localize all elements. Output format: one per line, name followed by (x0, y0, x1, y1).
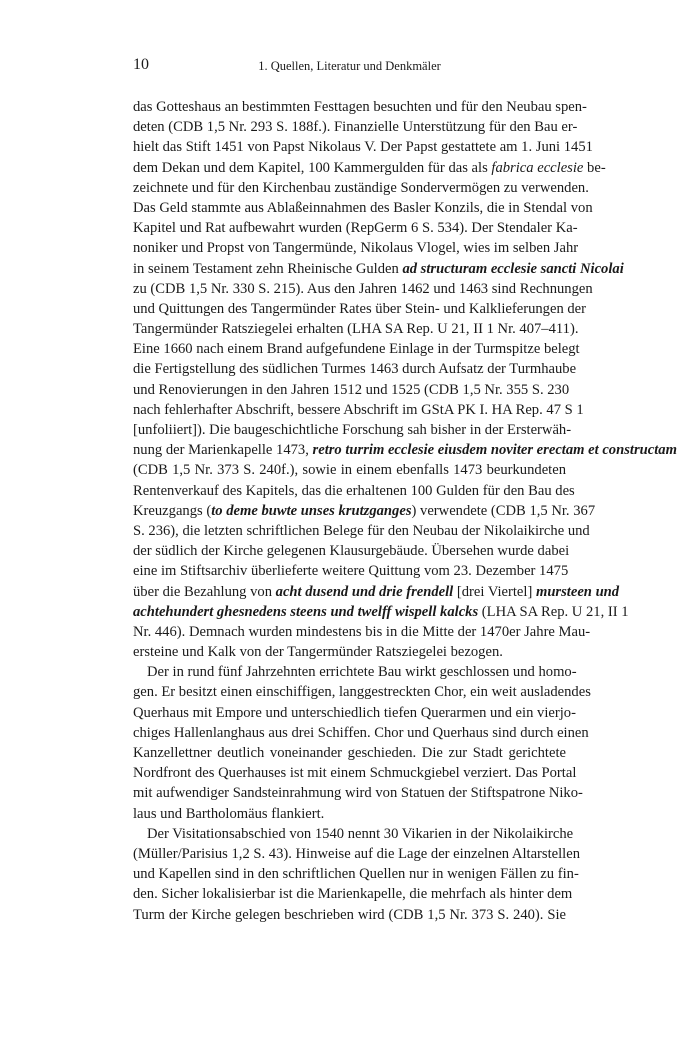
text-run: (Müller/Parisius 1,2 S. 43). Hinweise auf die Lage der einzelnen Altarstellen (133, 845, 581, 862)
text-line (133, 662, 577, 682)
text-line (133, 218, 578, 238)
text-run: Nordfront des Querhauses ist mit einem Schmuckgiebel verziert. Das Portal (133, 765, 577, 782)
body-text (133, 97, 677, 925)
text-run: be- (583, 159, 606, 176)
text-run: (LHA SA Rep. U 21, II 1 (478, 603, 629, 620)
latin-quotation: acht dusend und drie frendell (275, 583, 454, 600)
latin-quotation: achtehundert ghesnedens steens und twelff wispell kalcks (133, 603, 479, 620)
text-run: mit aufwendiger Sandsteinrahmung wird von Statuen der Stiftspatrone Niko- (133, 785, 583, 802)
text-run: deten (CDB 1,5 Nr. 293 S. 188f.). Finanzielle Unterstützung für den Bau er- (133, 119, 578, 136)
text-line (133, 864, 579, 884)
text-run: der südlich der Kirche gelegenen Klausurgebäude. Übersehen wurde dabei (133, 543, 570, 560)
text-run: nach fehlerhafter Abschrift, bessere Abschrift im GStA PK I. HA Rep. 47 S 1 (133, 401, 584, 418)
text-line (133, 339, 580, 359)
text-run: Rentenverkauf des Kapitels, das die erhaltenen 100 Gulden für den Bau des (133, 482, 575, 499)
text-run: S. 236), die letzten schriftlichen Belege für den Neubau der Nikolaikirche und (133, 522, 590, 539)
text-run: Der in rund fünf Jahrzehnten errichtete Bau wirkt geschlossen und homo- (147, 664, 577, 681)
text-line (133, 905, 566, 925)
text-line (133, 582, 620, 602)
text-line (133, 763, 577, 783)
text-run: Nr. 446). Demnach wurden mindestens bis in die Mitte der 1470er Jahre Mau- (133, 623, 591, 640)
text-run: und Renovierungen in den Jahren 1512 und 1525 (CDB 1,5 Nr. 355 S. 230 (133, 381, 570, 398)
text-line (133, 420, 572, 440)
text-run: hielt das Stift 1451 von Papst Nikolaus V. Der Papst gestattete am 1. Juni 1451 (133, 139, 593, 156)
text-run: den. Sicher lokalisierbar ist die Marienkapelle, die mehrfach als hinter dem (133, 886, 573, 903)
text-line (133, 299, 587, 319)
text-line (133, 804, 566, 824)
text-run: zu (CDB 1,5 Nr. 330 S. 215). Aus den Jahren 1462 und 1463 sind Rechnungen (133, 280, 593, 297)
text-run: noniker und Propst von Tangermünde, Nikolaus Vlogel, wies im selben Jahr (133, 240, 579, 257)
text-run: Turm der Kirche gelegen beschrieben wird (CDB 1,5 Nr. 373 S. 240). Sie (133, 906, 566, 923)
latin-quotation: retro turrim ecclesie eiusdem noviter erectam et constructam (312, 442, 677, 459)
text-line (133, 602, 629, 622)
text-run: Kanzellettner deutlich voneinander geschieden. Die zur Stadt gerichtete (133, 745, 566, 761)
text-line (133, 97, 587, 117)
text-run: nung der Marienkapelle 1473, (133, 442, 313, 459)
text-line (133, 319, 579, 339)
text-line (133, 400, 584, 420)
text-run: die Fertigstellung des südlichen Turmes 1463 durch Aufsatz der Turmhaube (133, 361, 577, 378)
text-run: zeichnete und für den Kirchenbau zuständige Sondervermögen zu verwenden. (133, 179, 589, 196)
text-line (133, 259, 624, 279)
text-line (133, 703, 576, 723)
text-run: dem Dekan und dem Kapitel, 100 Kammergulden für das als (133, 159, 492, 176)
text-run: [unfoliiert]). Die baugeschichtliche Forschung sah bisher in der Ersterwäh- (133, 422, 572, 438)
text-run: [drei Viertel] (453, 583, 536, 600)
text-line (133, 682, 591, 702)
text-line (133, 137, 593, 157)
text-line (133, 501, 596, 521)
text-line (133, 440, 677, 460)
text-run: Der Visitationsabschied von 1540 nennt 30 Vikarien in der Nikolaikirche (147, 825, 574, 842)
text-line (133, 279, 593, 299)
text-run: gen. Er besitzt einen einschiffigen, langgestreckten Chor, ein weit ausladendes (133, 684, 591, 701)
text-run: eine im Stiftsarchiv überlieferte weitere Quittung vom 23. Dezember 1475 (133, 563, 569, 580)
text-run: über die Bezahlung von (133, 583, 276, 600)
text-line (133, 117, 578, 137)
text-run: chiges Hallenlanghaus aus drei Schiffen. Chor und Querhaus sind durch einen (133, 724, 589, 741)
text-line (133, 359, 577, 379)
latin-quotation: ad structuram ecclesie sancti Nicolai (402, 260, 624, 277)
text-run: und Kapellen sind in den schriftlichen Quellen nur in wenigen Fällen zu fin- (133, 866, 579, 883)
text-run: Tangermünder Ratsziegelei erhalten (LHA SA Rep. U 21, II 1 Nr. 407–411). (133, 321, 579, 338)
latin-quotation: to deme buwte unses krutzganges (211, 502, 412, 519)
text-run: Kreuzgangs ( (133, 502, 212, 519)
page-number: 10 (133, 56, 149, 73)
text-line (133, 844, 581, 864)
text-run: das Gotteshaus an bestimmten Festtagen besuchten und für den Neubau spen- (133, 99, 587, 115)
text-run: und Quittungen des Tangermünder Rates über Stein- und Kalklieferungen der (133, 300, 587, 317)
text-line (133, 158, 606, 178)
text-line (133, 561, 569, 581)
text-line (133, 481, 575, 501)
text-line (133, 723, 589, 743)
text-run: ersteine und Kalk von der Tangermünder Ratsziegelei bezogen. (133, 644, 503, 661)
text-line (133, 743, 566, 763)
text-run: Querhaus mit Empore und unterschiedlich tiefen Querarmen und ein vierjo- (133, 704, 576, 721)
text-run: Das Geld stammte aus Ablaßeinnahmen des Basler Konzils, die in Stendal von (133, 199, 593, 216)
text-line (133, 783, 583, 803)
text-line (133, 541, 570, 561)
text-run: ) verwendete (CDB 1,5 Nr. 367 (411, 502, 596, 519)
chapter-title: 1. Quellen, Literatur und Denkmäler (258, 59, 441, 73)
latin-quotation: mursteen und (535, 583, 620, 600)
text-line (133, 521, 590, 541)
text-line (133, 824, 574, 844)
text-line (133, 642, 566, 662)
text-run: Kapitel und Rat aufbewahrt wurden (RepGerm 6 S. 534). Der Stendaler Ka- (133, 220, 578, 237)
text-line (133, 884, 573, 904)
text-run: laus und Bartholomäus flankiert. (133, 805, 325, 822)
text-run: in seinem Testament zehn Rheinische Gulden (133, 260, 403, 277)
text-line (133, 198, 593, 218)
text-line (133, 622, 591, 642)
text-run: (CDB 1,5 Nr. 373 S. 240f.), sowie in einem ebenfalls 1473 beurkundeten (133, 462, 566, 479)
text-line (133, 178, 589, 198)
text-run: Eine 1660 nach einem Brand aufgefundene Einlage in der Turmspitze belegt (133, 341, 580, 358)
latin-quotation: fabrica ecclesie (491, 159, 584, 176)
running-head (133, 56, 566, 78)
text-line (133, 460, 566, 480)
text-line (133, 380, 570, 400)
text-line (133, 238, 579, 258)
